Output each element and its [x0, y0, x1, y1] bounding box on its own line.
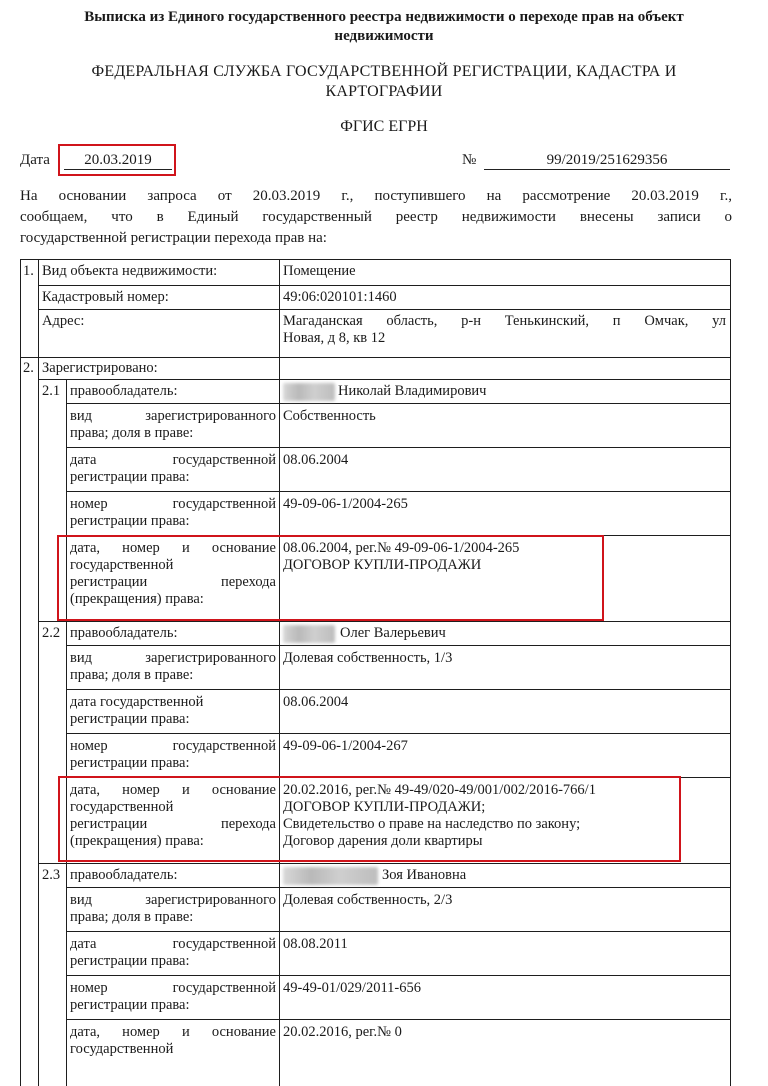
redacted-surname: [283, 383, 335, 401]
holder-number: 2.3: [42, 867, 61, 883]
table-row-line: [66, 447, 731, 448]
holder-name: Олег Валерьевич: [340, 625, 446, 641]
right-type-value: Долевая собственность, 2/3: [283, 892, 453, 908]
agency-line-2: КАРТОГРАФИИ: [325, 83, 443, 100]
registration-date-label: дата государственной регистрации права:: [70, 936, 276, 969]
holder-name: Николай Владимирович: [338, 383, 487, 399]
transfer-label: дата, номер и основание государственной регистрации перехода (прекращения) права:: [70, 782, 276, 849]
table-row-line: [66, 1019, 731, 1020]
date-label: Дата: [20, 152, 50, 168]
holder-label: правообладатель:: [70, 383, 178, 399]
object-type-label: Вид объекта недвижимости:: [42, 263, 218, 279]
agency-line-1: ФЕДЕРАЛЬНАЯ СЛУЖБА ГОСУДАРСТВЕННОЙ РЕГИСТРАЦИИ, КАДАСТРА И: [91, 63, 677, 80]
registration-number-label: номер государственной регистрации права:: [70, 496, 276, 529]
table-row-line: [20, 357, 731, 358]
intro-line: сообщаем, что в Единый государственный реестр недвижимости внесены записи о: [20, 209, 732, 225]
date-highlight-box: [58, 144, 176, 176]
date-value: 20.03.2019: [64, 152, 172, 170]
transfer-label: дата, номер и основание государственной регистрации перехода (прекращения) права:: [70, 540, 276, 607]
system-name: ФГИС ЕГРН: [340, 118, 428, 135]
table-row-line: [66, 403, 731, 404]
intro-line: На основании запроса от 20.03.2019 г., поступившего на рассмотрение 20.03.2019 г.,: [20, 188, 732, 204]
table-row-line: [66, 645, 731, 646]
table-row-line: [38, 379, 731, 380]
right-type-label: вид зарегистрированного права; доля в праве:: [70, 650, 276, 683]
number-value: 99/2019/251629356: [484, 152, 730, 170]
table-column-line: [279, 259, 280, 357]
redacted-surname: [283, 625, 335, 643]
table-row-line: [66, 975, 731, 976]
holder-number: 2.2: [42, 625, 61, 641]
table-row-line: [66, 887, 731, 888]
number-label: №: [462, 152, 477, 168]
table-row-line: [38, 863, 731, 864]
address-line: Новая, д 8, кв 12: [283, 330, 386, 346]
cadastral-number-label: Кадастровый номер:: [42, 289, 169, 305]
registration-number-value: 49-49-01/029/2011-656: [283, 980, 422, 996]
registration-date-label: дата государственной регистрации права:: [70, 452, 276, 485]
registration-number-value: 49-09-06-1/2004-265: [283, 496, 408, 512]
address-value: [283, 313, 726, 347]
table-border: [730, 259, 731, 1086]
transfer-value: 20.02.2016, рег.№ 49-49/020-49/001/002/2016-766/1 ДОГОВОР КУПЛИ-ПРОДАЖИ; Свидетельство о праве на наследство по закону; Договор дарения доли квартиры: [283, 782, 596, 849]
section-number: 1.: [23, 263, 34, 279]
table-row-line: [38, 621, 731, 622]
transfer-label: дата, номер и основание государственной: [70, 1024, 276, 1057]
table-border: [20, 259, 731, 260]
transfer-highlight-box: [57, 535, 604, 621]
table-border: [20, 259, 21, 1086]
registration-number-label: номер государственной регистрации права:: [70, 738, 276, 771]
table-column-line: [279, 357, 280, 1086]
intro-line: государственной регистрации перехода прав на:: [20, 230, 327, 246]
address-label: Адрес:: [42, 313, 85, 329]
object-type-value: Помещение: [283, 263, 356, 279]
table-row-line: [66, 491, 731, 492]
redacted-surname: [283, 867, 378, 885]
registration-date-value: 08.06.2004: [283, 694, 349, 710]
registration-date-value: 08.08.2011: [283, 936, 348, 952]
holder-number: 2.1: [42, 383, 61, 399]
holder-name: Зоя Ивановна: [382, 867, 467, 883]
right-type-label: вид зарегистрированного права; доля в праве:: [70, 408, 276, 441]
section-number: 2.: [23, 360, 34, 376]
right-type-value: Собственность: [283, 408, 376, 424]
title-line-2: недвижимости: [334, 28, 434, 44]
registered-label: Зарегистрировано:: [42, 360, 158, 376]
table-column-line: [38, 259, 39, 1086]
holder-label: правообладатель:: [70, 625, 178, 641]
title-line-1: Выписка из Единого государственного реестра недвижимости о переходе прав на объект: [84, 9, 684, 25]
transfer-highlight-box: [58, 776, 681, 862]
registration-date-value: 08.06.2004: [283, 452, 349, 468]
right-type-value: Долевая собственность, 1/3: [283, 650, 453, 666]
right-type-label: вид зарегистрированного права; доля в праве:: [70, 892, 276, 925]
transfer-value: 20.02.2016, рег.№ 0: [283, 1024, 402, 1040]
registration-number-value: 49-09-06-1/2004-267: [283, 738, 408, 754]
holder-label: правообладатель:: [70, 867, 178, 883]
cadastral-number-value: 49:06:020101:1460: [283, 289, 397, 305]
transfer-value: 08.06.2004, рег.№ 49-09-06-1/2004-265 ДОГОВОР КУПЛИ-ПРОДАЖИ: [283, 540, 520, 573]
table-row-line: [66, 689, 731, 690]
address-line: Магаданская область, р-н Тенькинский, п Омчак, ул: [283, 313, 726, 329]
registration-number-label: номер государственной регистрации права:: [70, 980, 276, 1013]
table-row-line: [66, 733, 731, 734]
table-row-line: [38, 285, 731, 286]
registration-date-label: дата государственной регистрации права:: [70, 694, 204, 727]
table-row-line: [38, 309, 731, 310]
table-row-line: [66, 931, 731, 932]
